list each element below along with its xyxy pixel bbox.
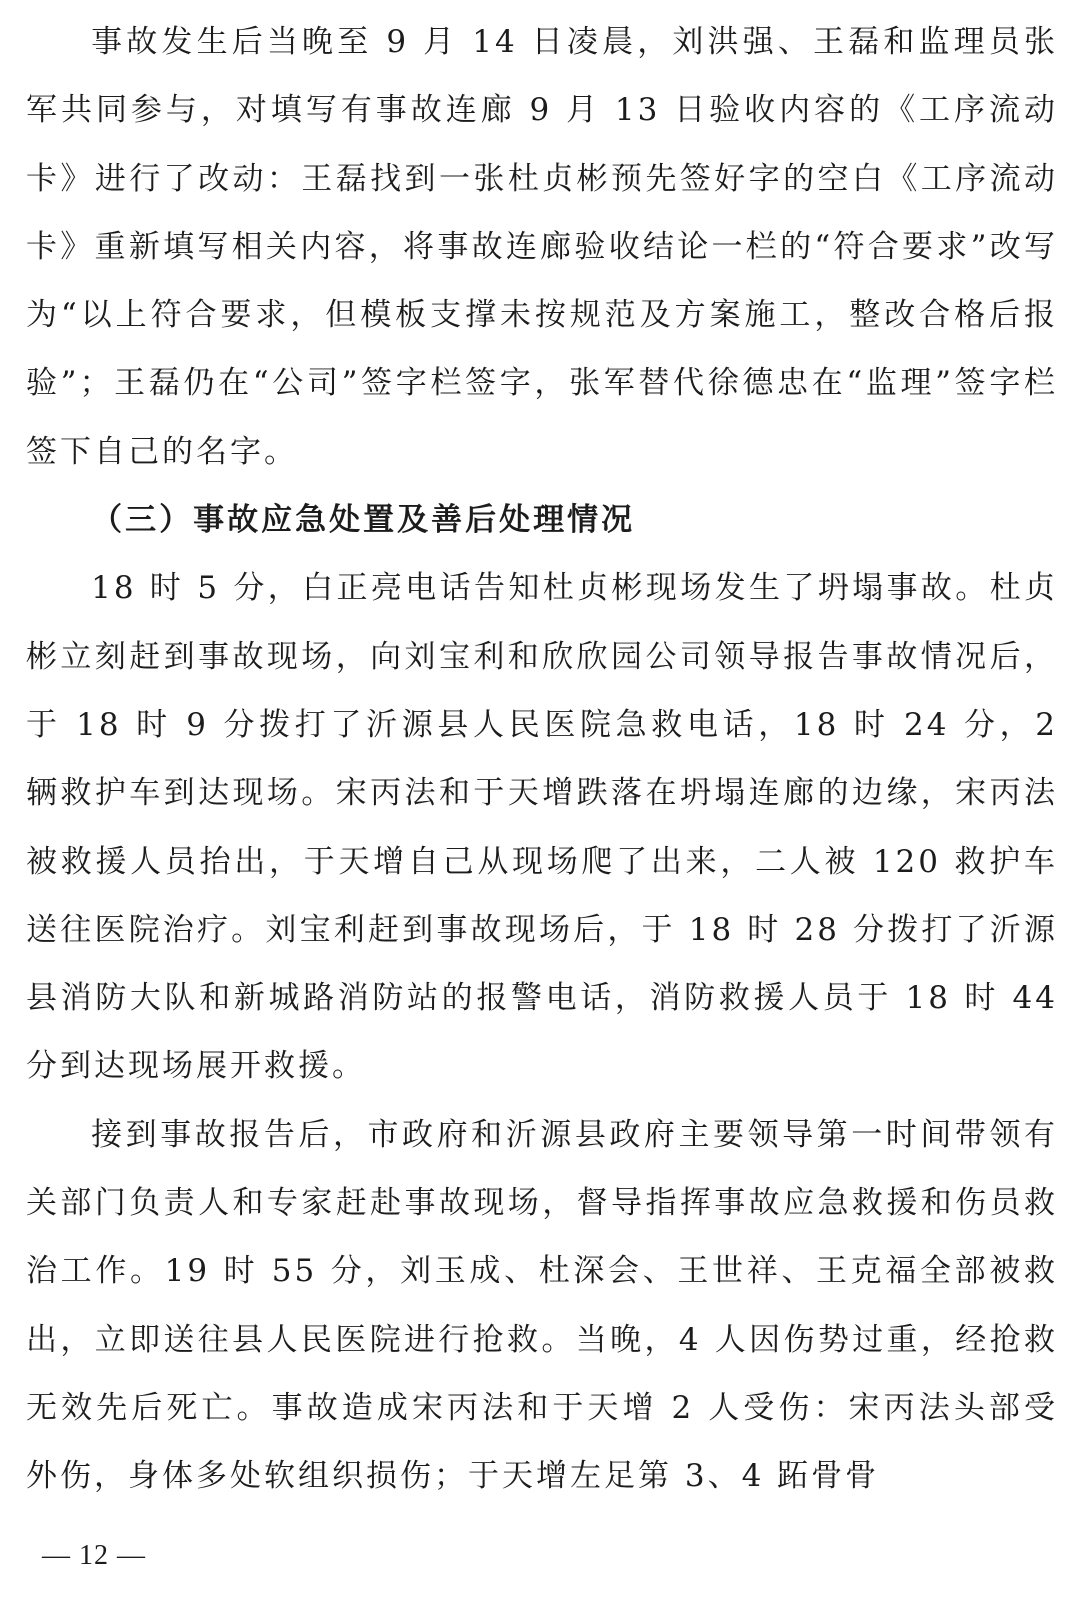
document-page [26, 8, 1058, 1511]
paragraph-rescue-timeline: 18 时 5 分，白正亮电话告知杜贞彬现场发生了坍塌事故。杜贞彬立刻赶到事故现场，向刘宝利和欣欣园公司领导报告事故情况后，于 18 时 9 分拨打了沂源县人民医院急救电话，18 时 24 分，2 辆救护车到达现场。宋丙法和于天增跌落在坍塌连廊的边缘，宋丙法被救援人员抬出，于天增自己从现场爬了出来，二人被 120 救护车送往医院治疗。刘宝利赶到事故现场后，于 18 时 28 分拨打了沂源县消防大队和新城路消防站的报警电话，消防救援人员于 18 时 44 分到达现场展开救援。 [26, 570, 1058, 1085]
section-heading-emergency-response: （三）事故应急处置及善后处理情况 [91, 502, 636, 539]
paragraph-report-alteration: 事故发生后当晚至 9 月 14 日凌晨，刘洪强、王磊和监理员张军共同参与，对填写有事故连廊 9 月 13 日验收内容的《工序流动卡》进行了改动：王磊找到一张杜贞彬预先签好字的空白《工序流动卡》重新填写相关内容，将事故连廊验收结论一栏的“符合要求”改写为“以上符合要求，但模板支撑未按规范及方案施工，整改合格后报验”；王磊仍在“公司”签字栏签字，张军替代徐德忠在“监理”签字栏签下自己的名字。 [26, 24, 1058, 470]
page-number: — 12 — [42, 1540, 146, 1571]
paragraph-government-response: 接到事故报告后，市政府和沂源县政府主要领导第一时间带领有关部门负责人和专家赶赴事故现场，督导指挥事故应急救援和伤员救治工作。19 时 55 分，刘玉成、杜深会、王世祥、王克福全部被救出，立即送往县人民医院进行抢救。当晚，4 人因伤势过重，经抢救无效先后死亡。事故造成宋丙法和于天增 2 人受伤：宋丙法头部受外伤，身体多处软组织损伤；于天增左足第 3、4 跖骨骨 [26, 1116, 1058, 1495]
